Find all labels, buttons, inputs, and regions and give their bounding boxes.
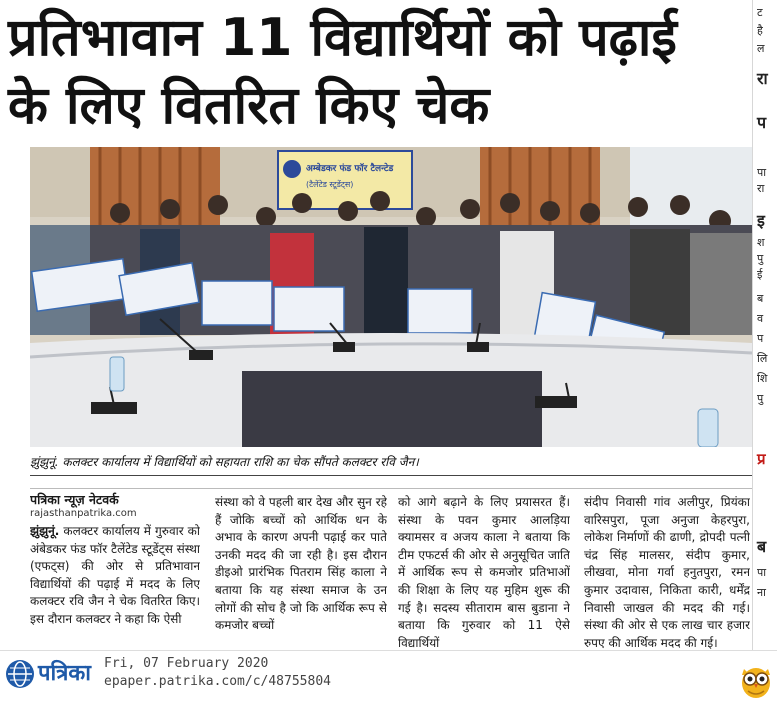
side-fragment: ना bbox=[757, 586, 766, 599]
side-fragment: इ bbox=[757, 211, 765, 230]
patrika-globe-icon bbox=[6, 660, 34, 688]
side-fragment: पु bbox=[757, 392, 764, 405]
owl-icon bbox=[740, 661, 772, 699]
side-fragment: है bbox=[757, 24, 763, 37]
news-photo bbox=[30, 147, 752, 447]
epaper-footer bbox=[0, 650, 777, 711]
side-fragment: ब bbox=[757, 537, 767, 556]
dateline: झुंझुनूं. bbox=[30, 524, 60, 538]
side-fragment: पा bbox=[757, 566, 767, 579]
side-fragment: रा bbox=[757, 182, 765, 195]
side-fragment: प bbox=[757, 332, 764, 345]
side-fragment: ब bbox=[757, 292, 764, 305]
adjacent-article-strip bbox=[752, 0, 777, 711]
headline-line-1: प्रतिभावान 11 विद्यार्थियों को पढ़ाई bbox=[8, 8, 677, 68]
side-fragment: पु bbox=[757, 252, 764, 265]
side-fragment: व bbox=[757, 312, 764, 325]
article-column-4: संदीप निवासी गांव अलीपुर, प्रियंका वारिसपुरा, पूजा अनुजा केहरपुरा, लोकेश निर्माणों की ढाणी, द्रोपदी पत्नी चंद्र सिंह मालसर, संदीप कुमार, लीखवा, मोना गर्वा हनुतपुरा, रमन कुमार उदावास, निकिता कारी, धर्मेंद्र निवासी जाखल की मदद की गई। संस्था की ओर से एक लाख चार हजार रुपए की आर्थिक मदद की गई। bbox=[584, 495, 750, 650]
headline-line-2: के लिए वितरित किए चेक bbox=[8, 76, 490, 136]
side-fragment: रा bbox=[757, 69, 768, 88]
side-fragment: प bbox=[757, 113, 767, 132]
svg-text:(टैलेंटेड स्टूडेंट्स): (टैलेंटेड स्टूडेंट्स) bbox=[306, 180, 354, 189]
side-fragment: ट bbox=[757, 6, 763, 19]
divider bbox=[30, 488, 752, 489]
epaper-url[interactable]: epaper.patrika.com/c/48755804 bbox=[104, 674, 331, 689]
photo-caption: झुंझुनूं. कलक्टर कार्यालय में विद्यार्थियों को सहायता राशि का चेक सौंपते कलक्टर रवि जैन। bbox=[30, 452, 752, 476]
side-fragment: श bbox=[757, 236, 765, 249]
svg-text:अम्बेडकर फंड फॉर टैलन्टेड: अम्बेडकर फंड फॉर टैलन्टेड bbox=[306, 164, 394, 174]
headline bbox=[8, 4, 743, 140]
side-fragment: ल bbox=[757, 42, 765, 55]
column-1-text: कलक्टर कार्यालय में गुरुवार को अंबेडकर फंड फॉर टैलेंटेड स्टूडेंट्स संस्था (एफट्स) की ओर से प्रतिभावान विद्यार्थियों की पढ़ाई में मदद के लिए कलक्टर रवि जैन ने चेक वितरित किए। इस दौरान कलक्टर ने कहा कि ऐसी bbox=[30, 524, 200, 626]
article-column-3: को आगे बढ़ाने के लिए प्रयासरत हैं। संस्था के पवन कुमार आलड़िया क्यामसर व अजय काला ने बताया कि टीम एफटर्स की ओर से अनुसूचित जाति में आर्थिक रूप से कमजोर प्रतिभाओं की शिक्षा के लिए यह मुहिम शुरू की गई है। सदस्य सीताराम बास बुडाना ने बताया कि गुरुवार को 11 ऐसे विद्यार्थियों bbox=[398, 495, 570, 650]
side-fragment: ई bbox=[757, 268, 763, 281]
article-column-1 bbox=[30, 492, 200, 629]
side-fragment: शि bbox=[757, 372, 768, 385]
column-text bbox=[30, 523, 200, 629]
logo-text: पत्रिका bbox=[38, 661, 91, 686]
byline: पत्रिका न्यूज़ नेटवर्क bbox=[30, 492, 119, 507]
side-fragment: प्र bbox=[757, 450, 766, 468]
article-column-2: संस्था को वे पहली बार देख और सुन रहे हैं जोकि बच्चों को आर्थिक धन के अभाव के कारण अपनी पढ़ाई कर पाते उनकी मदद की जा रही है। इस दौरान डीइओ प्रारंभिक पितराम सिंह काला ने बताया कि यह संस्था समाज के उन लोगों की सोच है जो कि आर्थिक रूप से कमजोर बच्चों bbox=[215, 495, 387, 633]
source-site: rajasthanpatrika.com bbox=[30, 508, 137, 519]
side-fragment: लि bbox=[757, 352, 768, 365]
edition-date: Fri, 07 February 2020 bbox=[104, 656, 269, 671]
side-fragment: पा bbox=[757, 166, 767, 179]
patrika-logo[interactable] bbox=[6, 659, 91, 689]
